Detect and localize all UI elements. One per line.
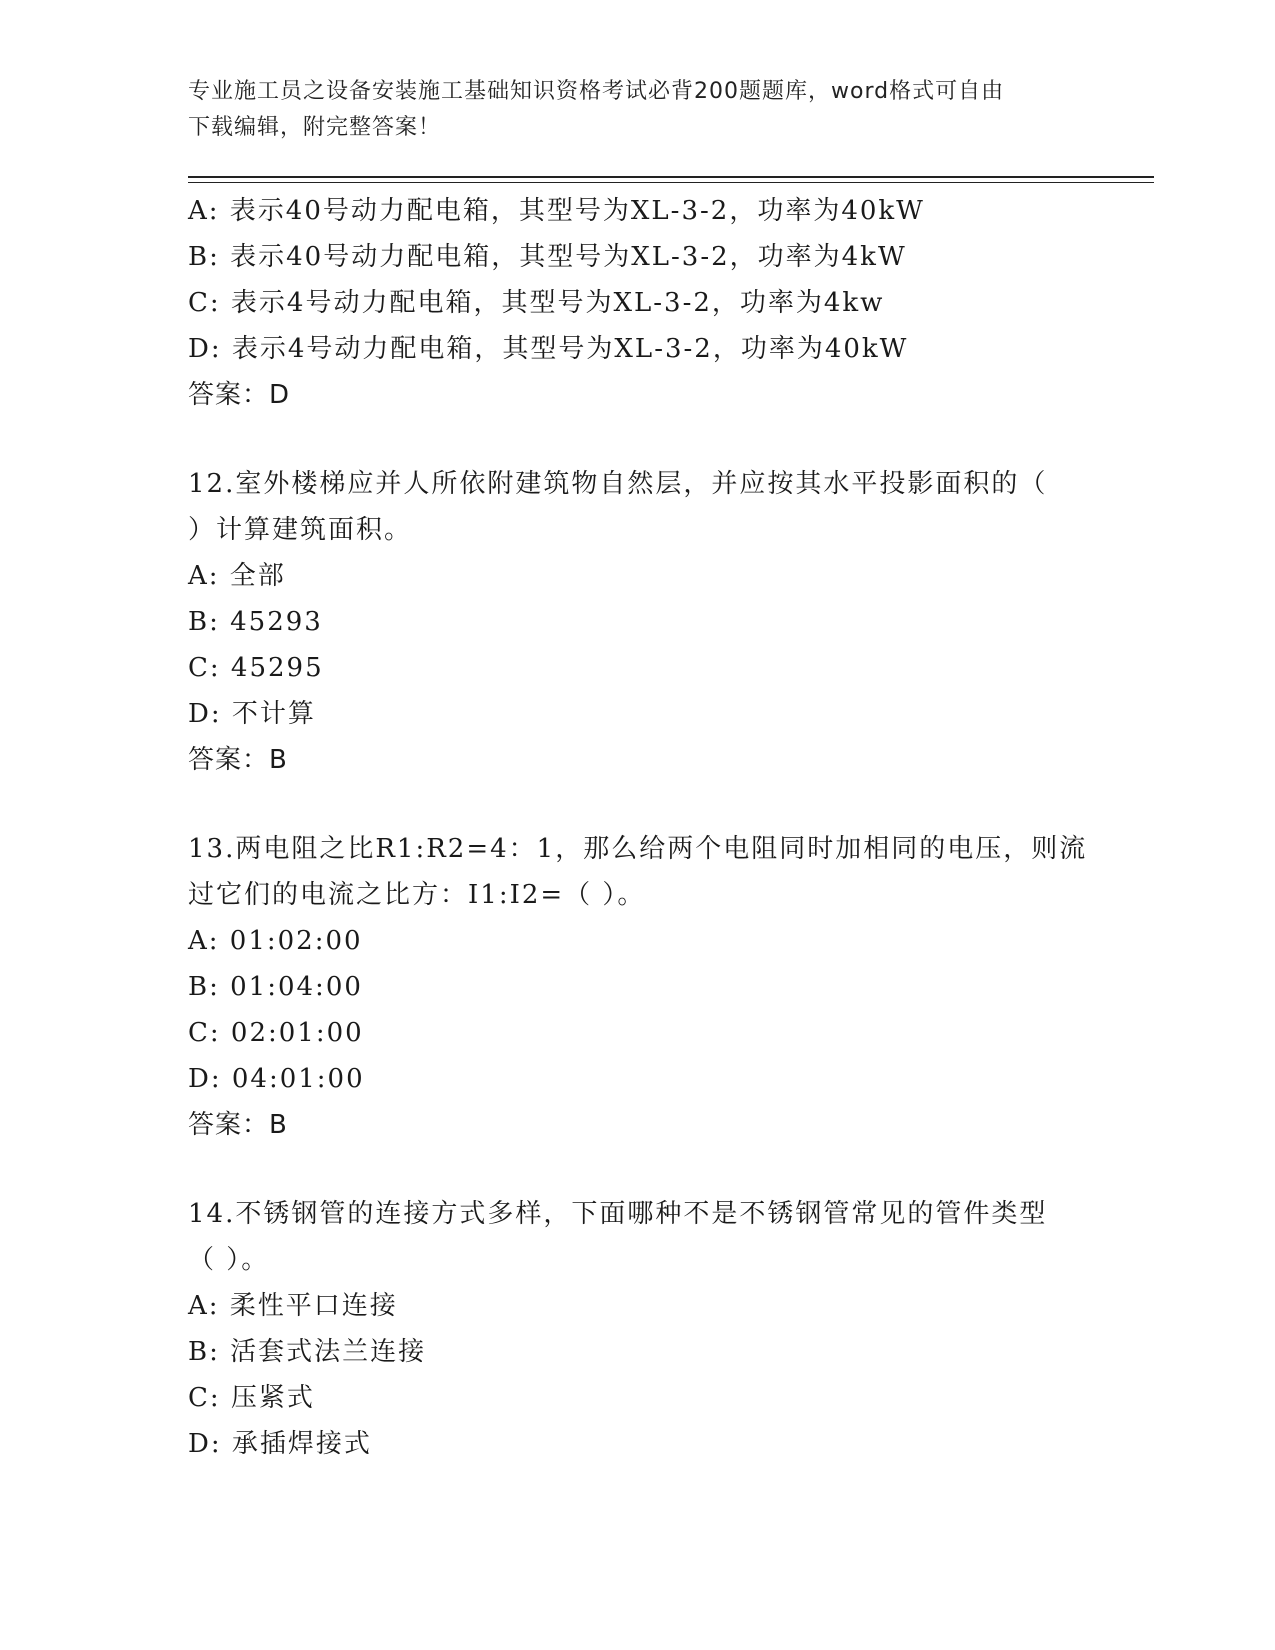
option-b: B: 01:04:00 — [188, 972, 363, 1002]
option-a: A: 01:02:00 — [188, 926, 363, 956]
question-14 — [188, 1191, 1088, 1467]
question-13 — [188, 826, 1088, 1148]
option-d: D: 表示4号动力配电箱，其型号为XL-3-2，功率为40kW — [188, 334, 909, 364]
header-rule-thin — [188, 182, 1154, 183]
question-stem-line-2: ）计算建筑面积。 — [188, 515, 413, 545]
question-stem-line-2: （ ）。 — [188, 1245, 270, 1275]
question-11 — [188, 188, 1088, 418]
option-d: D: 04:01:00 — [188, 1064, 365, 1094]
question-stem-line-1: 14.不锈钢管的连接方式多样，下面哪种不是不锈钢管常见的管件类型 — [188, 1199, 1048, 1229]
answer-label: 答案：B — [188, 1110, 288, 1140]
option-b: B: 表示40号动力配电箱，其型号为XL-3-2，功率为4kW — [188, 242, 907, 272]
question-content — [188, 188, 1088, 1467]
option-c: C: 02:01:00 — [188, 1018, 364, 1048]
header-line-1: 专业施工员之设备安装施工基础知识资格考试必背200题题库，word格式可自由 — [188, 79, 1005, 104]
question-12 — [188, 461, 1088, 783]
spacer — [188, 418, 1088, 461]
spacer — [188, 1148, 1088, 1191]
answer-label: 答案：D — [188, 380, 291, 410]
option-d: D: 承插焊接式 — [188, 1429, 372, 1459]
document-header — [188, 74, 1068, 146]
spacer — [188, 783, 1088, 826]
option-a: A: 表示40号动力配电箱，其型号为XL-3-2，功率为40kW — [188, 196, 925, 226]
option-a: A: 全部 — [188, 561, 286, 591]
header-rule-thick — [188, 176, 1154, 178]
option-c: C: 表示4号动力配电箱，其型号为XL-3-2，功率为4kw — [188, 288, 885, 318]
question-stem-line-2: 过它们的电流之比方：I1:I2=（ ）。 — [188, 880, 646, 910]
option-d: D: 不计算 — [188, 699, 316, 729]
option-a: A: 柔性平口连接 — [188, 1291, 398, 1321]
question-stem-line-1: 13.两电阻之比R1:R2=4：1，那么给两个电阻同时加相同的电压，则流 — [188, 834, 1088, 864]
option-c: C: 压紧式 — [188, 1383, 315, 1413]
header-line-2: 下载编辑，附完整答案！ — [188, 115, 442, 140]
option-c: C: 45295 — [188, 653, 324, 683]
option-b: B: 45293 — [188, 607, 323, 637]
option-b: B: 活套式法兰连接 — [188, 1337, 427, 1367]
question-stem-line-1: 12.室外楼梯应并人所依附建筑物自然层，并应按其水平投影面积的（ — [188, 469, 1048, 499]
answer-label: 答案：B — [188, 745, 288, 775]
